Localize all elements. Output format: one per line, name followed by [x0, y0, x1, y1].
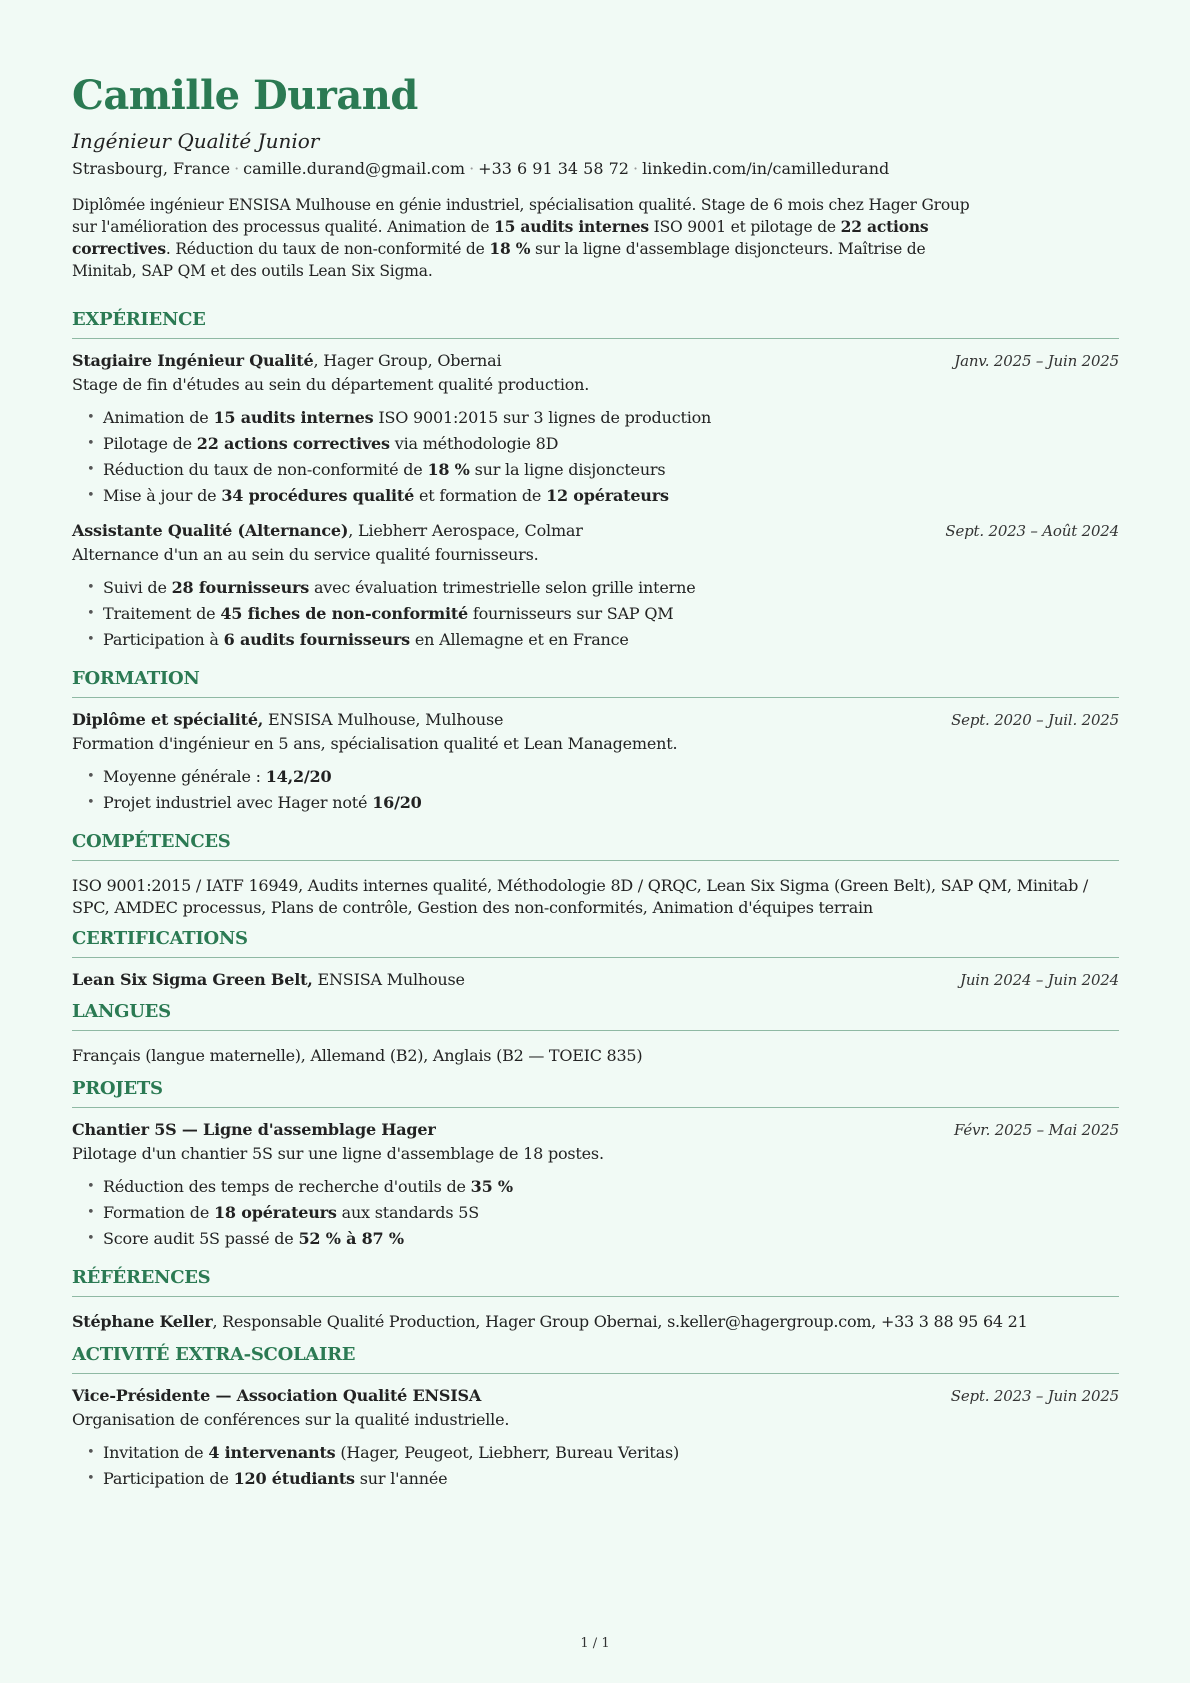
- section-heading: LANGUES: [72, 1000, 1119, 1031]
- separator: ·: [234, 159, 240, 178]
- summary-text: . Réduction du taux de non-conformité de: [165, 240, 490, 258]
- list-item: • Participation à 6 audits fournisseurs en Allemagne et en France: [103, 627, 1119, 653]
- list-item: • Projet industriel avec Hager noté 16/20: [103, 790, 1119, 816]
- entry-title: Vice-Présidente — Association Qualité ENSISA: [72, 1386, 482, 1405]
- separator: ·: [469, 159, 475, 178]
- reference-details: , Responsable Qualité Production, Hager Group Obernai, s.keller@hagergroup.com, +33 3 88 95 64 21: [212, 1312, 1028, 1331]
- section-experience: [72, 308, 1119, 653]
- list-item: • Moyenne générale : 14,2/20: [103, 764, 1119, 790]
- section-heading: ACTIVITÉ EXTRA-SCOLAIRE: [72, 1343, 1119, 1374]
- resume-page: [72, 70, 1119, 1492]
- list-item: • Pilotage de 22 actions correctives via méthodologie 8D: [103, 431, 1119, 457]
- entry-description: Stage de fin d'études au sein du département qualité production.: [72, 375, 590, 394]
- entry-heading: [72, 519, 583, 543]
- location: Strasbourg, France: [72, 159, 231, 178]
- linkedin-link[interactable]: linkedin.com/in/camilledurand: [642, 159, 890, 178]
- entry-date: Févr. 2025 – Mai 2025: [953, 1121, 1119, 1139]
- project-entry: [72, 1118, 1119, 1252]
- education-entry: [72, 708, 1119, 816]
- list-item: • Réduction du taux de non-conformité de 18 % sur la ligne disjoncteurs: [103, 457, 1119, 483]
- section-projects: [72, 1077, 1119, 1252]
- entry-org: , Hager Group, Obernai: [313, 351, 502, 370]
- entry-description: Alternance d'un an au sein du service qualité fournisseurs.: [72, 545, 539, 564]
- bullet-list: [72, 575, 1119, 653]
- entry-description: Formation d'ingénieur en 5 ans, spécialisation qualité et Lean Management.: [72, 734, 678, 753]
- section-heading: EXPÉRIENCE: [72, 308, 1119, 339]
- entry-role: Lean Six Sigma Green Belt,: [72, 970, 313, 989]
- entry-heading: [72, 349, 501, 373]
- section-heading: CERTIFICATIONS: [72, 927, 1119, 958]
- entry-heading: [72, 708, 503, 732]
- section-heading: PROJETS: [72, 1077, 1119, 1108]
- contact-line: [72, 158, 1119, 180]
- candidate-name: Camille Durand: [72, 72, 418, 119]
- entry-date: Juin 2024 – Juin 2024: [960, 971, 1119, 989]
- summary-text: ISO 9001 et pilotage de: [648, 218, 841, 236]
- list-item: • Traitement de 45 fiches de non-conformité fournisseurs sur SAP QM: [103, 601, 1119, 627]
- section-education: [72, 667, 1119, 816]
- separator: ·: [632, 159, 639, 178]
- list-item: • Réduction des temps de recherche d'outils de 35 %: [103, 1174, 1119, 1200]
- entry-role: Stagiaire Ingénieur Qualité: [72, 351, 314, 370]
- entry-date: Janv. 2025 – Juin 2025: [954, 352, 1119, 370]
- summary: [72, 194, 972, 282]
- bullet-list: [72, 1174, 1119, 1252]
- experience-entry: [72, 519, 1119, 653]
- summary-highlight: 15 audits internes: [494, 217, 649, 236]
- entry-org: ENSISA Mulhouse: [312, 970, 465, 989]
- entry-date: Sept. 2020 – Juil. 2025: [951, 711, 1119, 729]
- activity-entry: [72, 1384, 1119, 1492]
- skills-text: ISO 9001:2015 / IATF 16949, Audits internes qualité, Méthodologie 8D / QRQC, Lean Six Sigma (Green Belt), SAP QM, Minitab / SPC, AMDEC processus, Plans de contrôle, Gestion des non-conformités, Animation d'équipes terrain: [72, 876, 1089, 917]
- summary-text: sur la ligne d'assemblage disjoncteurs. Maîtrise de Minitab, SAP QM et des outils Lean Six Sigma.: [72, 240, 926, 280]
- list-item: • Mise à jour de 34 procédures qualité et formation de 12 opérateurs: [103, 483, 1119, 509]
- certification-entry: [72, 968, 1119, 992]
- section-languages: [72, 1000, 1119, 1067]
- entry-description: Pilotage d'un chantier 5S sur une ligne d'assemblage de 18 postes.: [72, 1144, 604, 1163]
- entry-org: ENSISA Mulhouse, Mulhouse: [263, 710, 504, 729]
- list-item: • Suivi de 28 fournisseurs avec évaluation trimestrielle selon grille interne: [103, 575, 1119, 601]
- languages-text: Français (langue maternelle), Allemand (B2), Anglais (B2 — TOEIC 835): [72, 1046, 643, 1065]
- page-number: 1 / 1: [580, 1636, 610, 1651]
- reference-name: Stéphane Keller: [72, 1312, 213, 1331]
- list-item: • Formation de 18 opérateurs aux standards 5S: [103, 1200, 1119, 1226]
- experience-entry: [72, 349, 1119, 509]
- reference-entry: [72, 1311, 1119, 1333]
- list-item: • Score audit 5S passé de 52 % à 87 %: [103, 1226, 1119, 1252]
- entry-description: Organisation de conférences sur la qualité industrielle.: [72, 1410, 510, 1429]
- section-heading: FORMATION: [72, 667, 1119, 698]
- entry-title: Chantier 5S — Ligne d'assemblage Hager: [72, 1120, 436, 1139]
- section-heading: COMPÉTENCES: [72, 830, 1119, 861]
- bullet-list: [72, 1440, 1119, 1492]
- list-item: • Participation de 120 étudiants sur l'année: [103, 1466, 1119, 1492]
- entry-date: Sept. 2023 – Juin 2025: [950, 1387, 1119, 1405]
- section-activities: [72, 1343, 1119, 1492]
- entry-role: Assistante Qualité (Alternance): [72, 521, 349, 540]
- entry-heading: [72, 968, 465, 992]
- list-item: • Invitation de 4 intervenants (Hager, Peugeot, Liebherr, Bureau Veritas): [103, 1440, 1119, 1466]
- summary-highlight: 18 %: [489, 239, 531, 258]
- email-link[interactable]: camille.durand@gmail.com: [243, 159, 466, 178]
- entry-role: Diplôme et spécialité,: [72, 710, 264, 729]
- entry-org: , Liebherr Aerospace, Colmar: [348, 521, 583, 540]
- section-heading: RÉFÉRENCES: [72, 1266, 1119, 1297]
- section-references: [72, 1266, 1119, 1333]
- entry-date: Sept. 2023 – Août 2024: [945, 522, 1119, 540]
- bullet-list: [72, 764, 1119, 816]
- bullet-list: [72, 405, 1119, 509]
- summary-text: Diplômée ingénieur ENSISA Mulhouse en génie industriel, spécialisation qualité. Stage de 6 mois chez Hager Group sur l'amélioration des processus qualité. Animation de: [72, 196, 970, 236]
- list-item: • Animation de 15 audits internes ISO 9001:2015 sur 3 lignes de production: [103, 405, 1119, 431]
- section-skills: [72, 830, 1119, 919]
- summary-highlight: 22 actions correctives: [72, 217, 929, 258]
- job-title: Ingénieur Qualité Junior: [72, 129, 320, 153]
- phone: +33 6 91 34 58 72: [478, 159, 629, 178]
- section-certifications: [72, 927, 1119, 992]
